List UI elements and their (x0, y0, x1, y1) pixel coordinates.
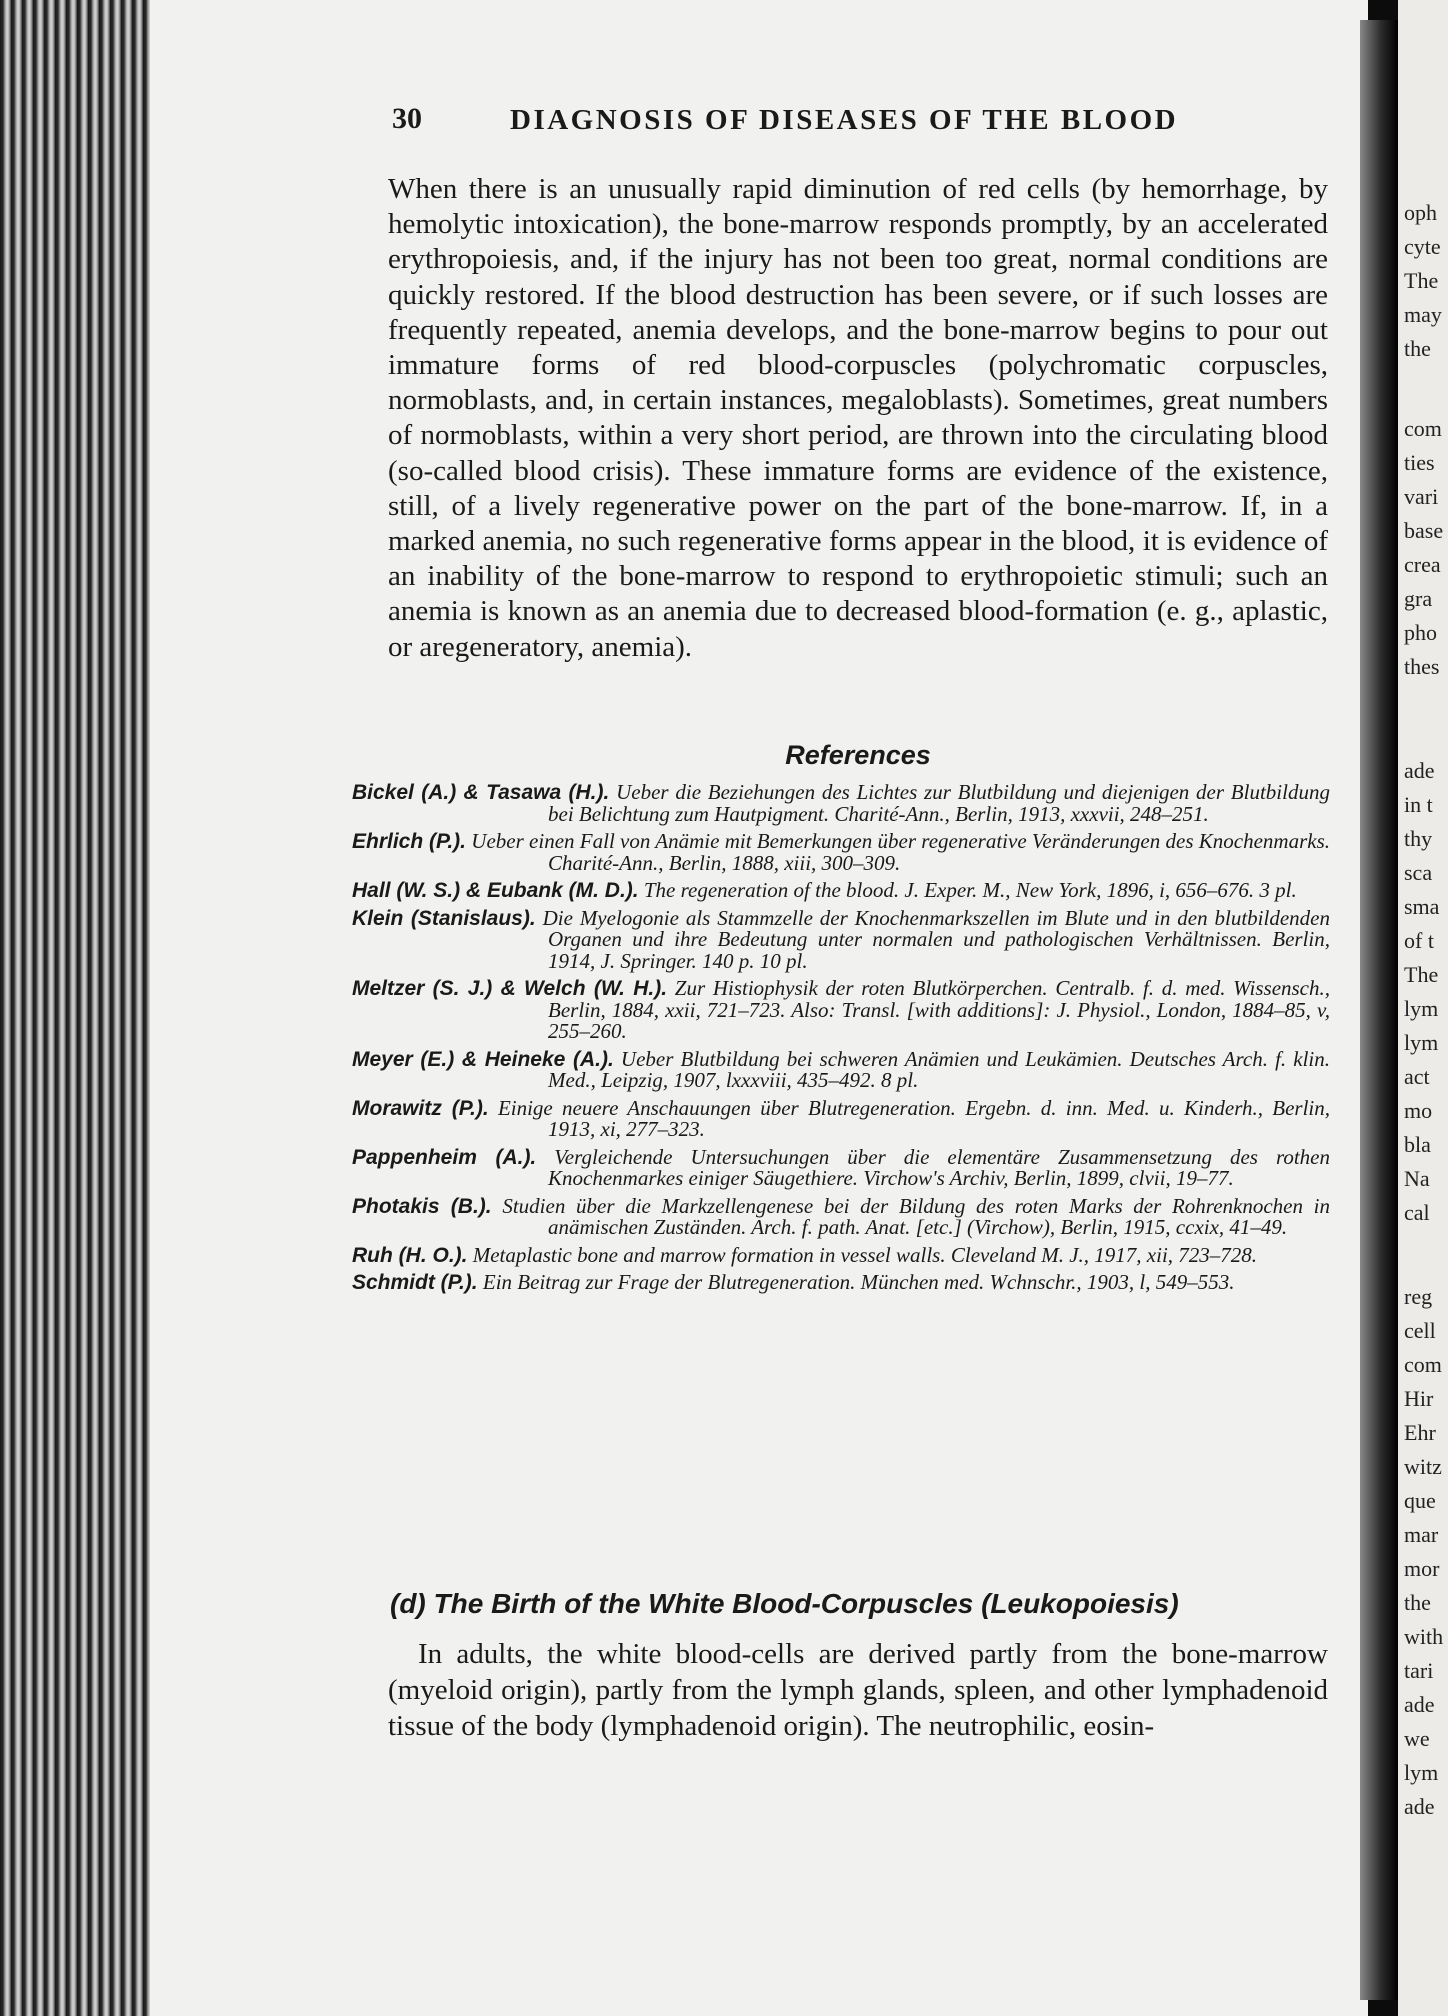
facing-page-word: oph (1404, 200, 1437, 225)
facing-page-word: cyte (1404, 234, 1441, 259)
facing-page-word: we (1404, 1726, 1430, 1751)
facing-page-word: crea (1404, 552, 1441, 577)
reference-author: Ehrlich (P.). (352, 830, 466, 853)
facing-page-word: Na (1404, 1166, 1430, 1191)
facing-page-word: in t (1404, 792, 1433, 817)
reference-citation: Einige neuere Anschauungen über Blutregeneration. Ergebn. d. inn. Med. u. Kinderh., Berlin, 1913, xi, 277–323. (497, 1095, 1330, 1141)
reference-citation: Ein Beitrag zur Frage der Blutregeneration. München med. Wchnschr., 1903, l, 549–553. (482, 1270, 1235, 1294)
reference-author: Bickel (A.) & Tasawa (H.). (352, 781, 610, 804)
facing-page-word: cal (1404, 1200, 1430, 1225)
facing-page-word: ties (1404, 450, 1435, 475)
facing-page-word: The (1404, 962, 1439, 987)
reference-author: Morawitz (P.). (352, 1096, 489, 1120)
page-header (392, 102, 1232, 152)
reference-entry (352, 880, 1330, 902)
reference-author: Ruh (H. O.). (352, 1243, 468, 1267)
facing-page-word: thes (1404, 654, 1440, 679)
facing-page-word: com (1404, 416, 1442, 441)
reference-citation: Zur Histiophysik der roten Blutkörperchen. Centralb. f. d. med. Wissensch., Berlin, 1884, xxii, 721–723. Also: Transl. [with additions]: J. Physiol., London, 1884–85, v, 255–260. (548, 976, 1331, 1043)
book-page-edges (0, 0, 150, 2016)
reference-citation: Studien über die Markzellengenese bei der Bildung des roten Marks der Rohrenknochen in anämischen Zuständen. Arch. f. path. Anat. [etc.] (Virchow), Berlin, 1915, ccxix, 41–49. (502, 1193, 1331, 1239)
reference-entry (352, 782, 1330, 825)
facing-page-word: the (1404, 1590, 1431, 1615)
reference-entry (352, 978, 1330, 1043)
facing-page-word: lym (1404, 996, 1439, 1021)
reference-entry (352, 1193, 1331, 1239)
facing-page-word: mor (1404, 1556, 1440, 1581)
reference-citation: Die Myelogonie als Stammzelle der Knochenmarkszellen im Blute und in den blutbildenden Organen und ihre Bedeutung unter normalen und pathologischen Verhältnissen. Berlin, 1914, J. Springer. 140 p. 10 pl. (542, 905, 1330, 973)
running-head: DIAGNOSIS OF DISEASES OF THE BLOOD (510, 104, 1179, 136)
reference-citation: Ueber einen Fall von Anämie mit Bemerkungen über regenerative Veränderungen des Knochenmarks. Charité-Ann., Berlin, 1888, xiii, 300–309. (471, 829, 1330, 875)
facing-page-word: act (1404, 1064, 1430, 1089)
facing-page-word: mo (1404, 1098, 1433, 1123)
reference-entry (352, 1046, 1330, 1092)
facing-page-word: mar (1404, 1522, 1439, 1547)
facing-page-word: ade (1404, 1794, 1435, 1819)
facing-page-word: the (1404, 336, 1431, 361)
reference-entry (352, 1144, 1330, 1190)
facing-page-word: gra (1404, 586, 1433, 611)
gutter-shadow (1360, 20, 1398, 2000)
reference-entry (352, 905, 1330, 973)
facing-page-word: lym (1404, 1760, 1439, 1785)
references-list (352, 782, 1330, 1300)
facing-page-word: lym (1404, 1030, 1439, 1055)
section-paragraph: In adults, the white blood-cells are derived partly from the bone-marrow (myeloid origin), partly from the lymph glands, spleen, and other lymphadenoid tissue of the body (lymphadenoid origin). The neutrophilic, eosin- (388, 1638, 1328, 1742)
body-paragraph: When there is an unusually rapid diminution of red cells (by hemorrhage, by hemolytic intoxication), the bone-marrow responds promptly, by an accelerated erythropoiesis, and, if the injury has not been too great, normal conditions are quickly restored. If the blood destruction has been severe, or if such losses are frequently repeated, anemia develops, and the bone-marrow begins to pour out immature forms of red blood-corpuscles (polychromatic corpuscles, normoblasts, and, in certain instances, megaloblasts). Sometimes, great numbers of normoblasts, within a very short period, are thrown into the circulating blood (so-called blood crisis). These immature forms are evidence of the existence, still, of a lively regenerative power on the part of the bone-marrow. If, in a marked anemia, no such regenerative forms appear in the blood, it is evidence of an inability of the bone-marrow to respond to erythropoietic stimuli; such an anemia is known as an anemia due to decreased blood-formation (e. g., aplastic, or aregeneratory, anemia). (388, 173, 1328, 663)
facing-page-word: ade (1404, 1692, 1435, 1717)
facing-page-word: pho (1404, 620, 1437, 645)
reference-author: Meyer (E.) & Heineke (A.). (352, 1047, 614, 1071)
reference-author: Pappenheim (A.). (352, 1145, 537, 1169)
facing-page-word: Ehr (1404, 1420, 1436, 1445)
facing-page-word: of t (1404, 928, 1434, 953)
facing-page-word: sma (1404, 894, 1440, 919)
reference-citation: Ueber die Beziehungen des Lichtes zur Blutbildung und diejenigen der Blutbildung bei Belichtung zum Hautpigment. Charité-Ann., Berlin, 1913, xxxvii, 248–251. (548, 780, 1330, 826)
reference-entry (352, 1242, 1330, 1267)
reference-entry (352, 1095, 1330, 1141)
facing-page-word: bla (1404, 1132, 1431, 1157)
facing-page-word: with (1404, 1624, 1444, 1649)
facing-page-word: thy (1404, 826, 1433, 851)
facing-page-word: cell (1404, 1318, 1436, 1343)
facing-page-word: base (1404, 518, 1444, 543)
facing-page-word: que (1404, 1488, 1436, 1513)
reference-author: Klein (Stanislaus). (352, 906, 536, 930)
facing-page-word: Hir (1404, 1386, 1434, 1411)
facing-page-fragment (1398, 0, 1448, 2016)
facing-page-word: The (1404, 268, 1439, 293)
facing-page-word: ade (1404, 758, 1435, 783)
section-heading: (d) The Birth of the White Blood-Corpuscles (Leukopoiesis) (390, 1588, 1179, 1619)
reference-entry (352, 831, 1330, 874)
facing-page-word: sca (1404, 860, 1433, 885)
facing-page-word: witz (1404, 1454, 1442, 1479)
references-heading: References (785, 740, 931, 770)
facing-page-word: com (1404, 1352, 1442, 1377)
reference-author: Schmidt (P.). (352, 1271, 478, 1294)
reference-author: Hall (W. S.) & Eubank (M. D.). (352, 879, 639, 902)
facing-page-word: may (1404, 302, 1442, 327)
reference-entry (352, 1272, 1330, 1294)
reference-citation: The regeneration of the blood. J. Exper. M., New York, 1896, i, 656–676. 3 pl. (643, 878, 1297, 902)
reference-author: Meltzer (S. J.) & Welch (W. H.). (352, 977, 668, 1000)
reference-citation: Metaplastic bone and marrow formation in vessel walls. Cleveland M. J., 1917, xii, 723–728. (472, 1242, 1258, 1267)
reference-author: Photakis (B.). (352, 1194, 492, 1218)
reference-citation: Vergleichende Untersuchungen über die elementäre Zusammensetzung des rothen Knochenmarkes einiger Säugethiere. Virchow's Archiv, Berlin, 1899, clvii, 19–77. (548, 1144, 1330, 1190)
facing-page-word: vari (1404, 484, 1439, 509)
facing-page-word: tari (1404, 1658, 1434, 1683)
page-number: 30 (392, 102, 422, 135)
facing-page-word: reg (1404, 1284, 1433, 1309)
reference-citation: Ueber Blutbildung bei schweren Anämien und Leukämien. Deutsches Arch. f. klin. Med., Leipzig, 1907, lxxxviii, 435–492. 8 pl. (548, 1046, 1330, 1092)
